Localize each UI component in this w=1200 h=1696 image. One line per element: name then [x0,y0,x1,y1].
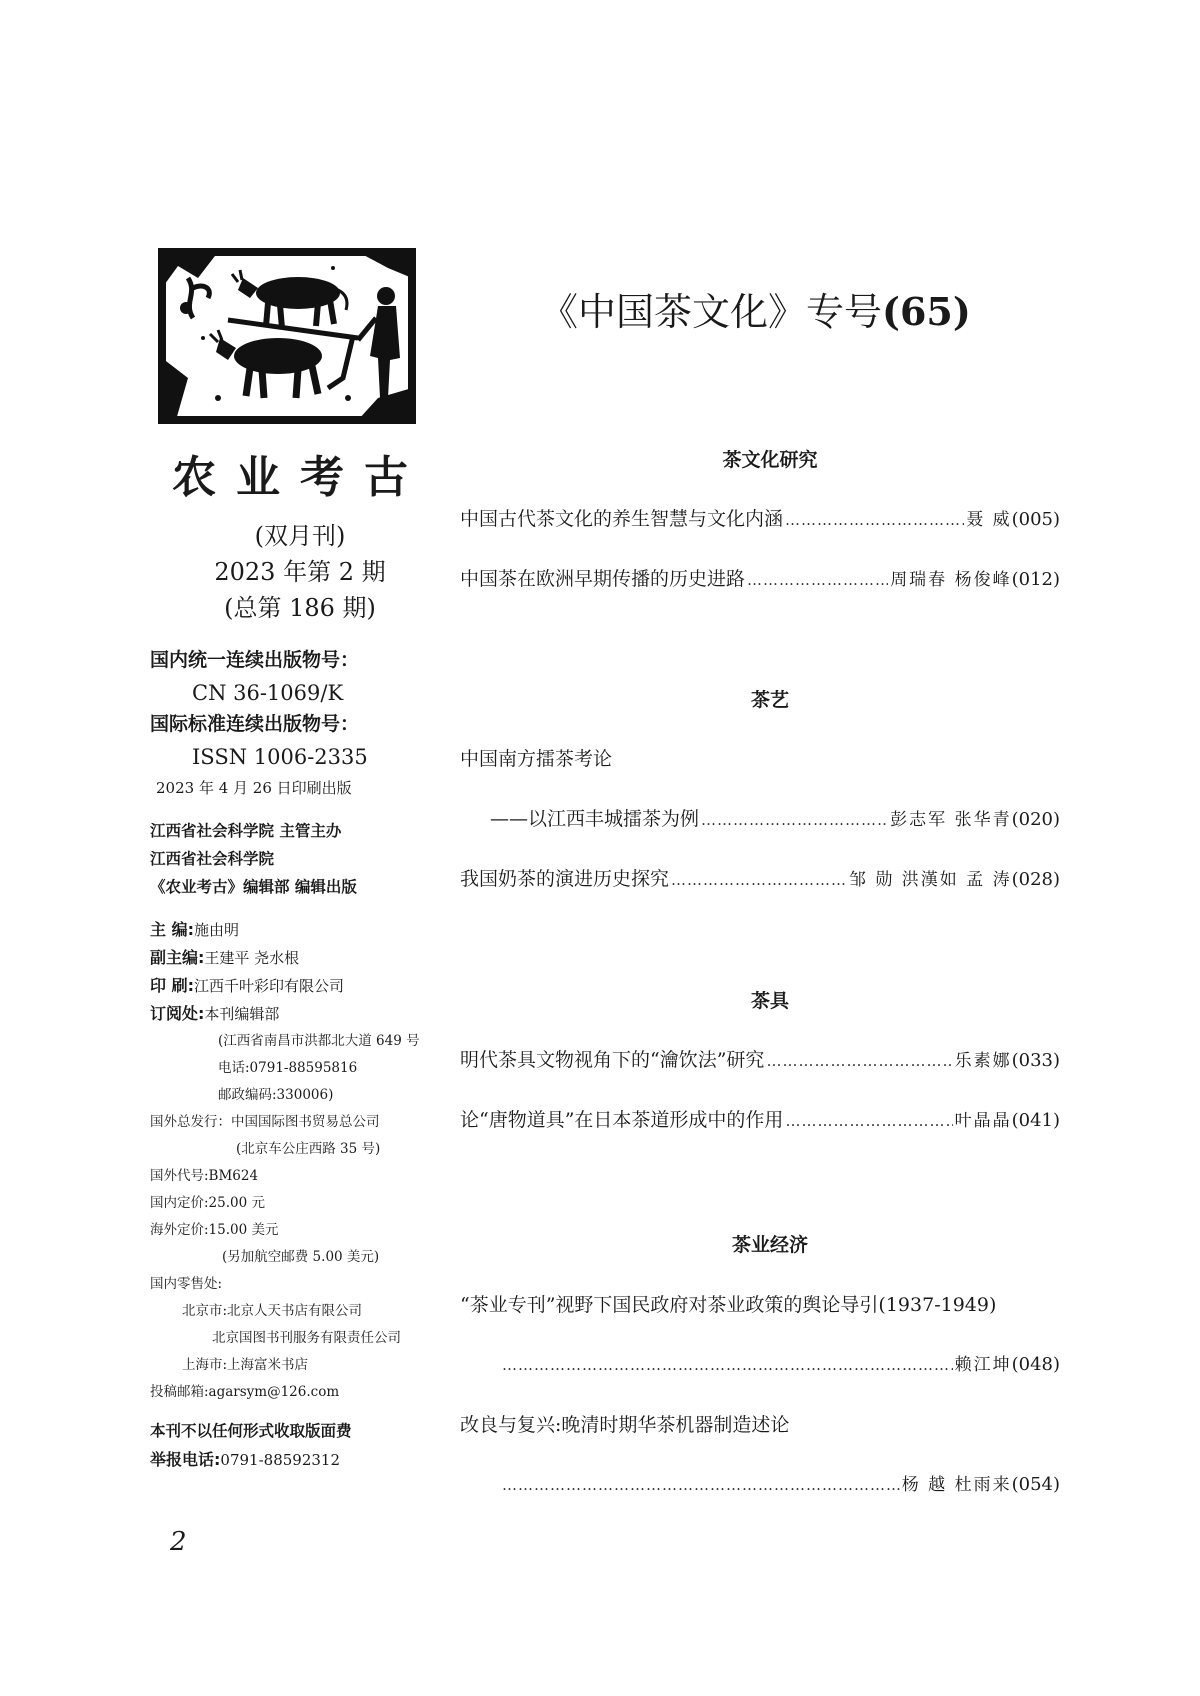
article-title[interactable]: 明代茶具文物视角下的“瀹饮法”研究 [460,1049,765,1071]
article-page: (020) [1011,809,1060,830]
special-issue-title [540,288,971,336]
overseas-distributor-address: (北京车公庄西路 35 号) [236,1141,381,1157]
section-heading: 茶业经济 [731,1234,808,1256]
toc-entry[interactable] [460,866,1060,893]
leader-dots [502,1472,900,1498]
article-title[interactable]: 论“唐物道具”在日本茶道形成中的作用 [460,1109,784,1131]
article-page: (012) [1011,569,1060,590]
article-page: (048) [1011,1354,1060,1375]
toc-entry[interactable] [460,1047,1060,1074]
article-authors: 聂 威 [966,510,1012,530]
issn-label: 国际标准连续出版物号： [150,713,360,735]
cn-number: CN 36-1069/K [192,681,344,705]
toc-entry[interactable] [500,1352,1060,1378]
chief-editor-name: 施由明 [193,921,239,939]
article-page: (041) [1011,1110,1060,1131]
article-authors: 叶晶晶 [954,1111,1012,1131]
printer-row [150,975,344,997]
total-issue-number: (总第 186 期) [224,594,376,622]
article-subtitle[interactable]: ——以江西丰城擂茶为例 [490,808,700,830]
leader-dots [671,867,847,893]
leader-dots [766,1048,952,1074]
retail-shanghai: 上海市:上海富米书店 [182,1357,309,1373]
section-heading: 茶文化研究 [722,449,818,471]
article-authors: 乐素娜 [954,1051,1012,1071]
article-title[interactable]: 中国茶在欧洲早期传播的历史进路 [460,568,746,590]
deputy-editor-label: 副主编: [150,948,205,967]
article-title[interactable]: 中国古代茶文化的养生智慧与文化内涵 [460,508,784,530]
article-authors: 杨 越 杜雨来 [901,1475,1012,1495]
deputy-editor-names: 王建平 尧水根 [204,949,300,967]
publisher-line-3: 《农业考古》编辑部 编辑出版 [150,878,357,896]
leader-dots [701,807,888,833]
overseas-price: 海外定价:15.00 美元 [150,1222,279,1238]
leader-dots [785,1108,952,1134]
toc-entry[interactable] [490,806,1060,833]
report-phone-label: 举报电话: [150,1450,221,1469]
overseas-distributor: 国外总发行：中国国际图书贸易总公司 [150,1114,380,1130]
retail-beijing-1: 北京市:北京人天书店有限公司 [182,1303,363,1319]
article-page: (028) [1011,869,1060,890]
domestic-price: 国内定价:25.00 元 [150,1195,265,1211]
toc-entry[interactable] [500,1472,1060,1498]
chief-editor-row [150,919,239,941]
article-authors: 赖江坤 [954,1355,1012,1375]
article-title[interactable]: “茶业专刊”视野下国民政府对茶业政策的舆论导引(1937-1949) [460,1294,997,1316]
report-phone-row [150,1449,340,1471]
office-phone: 电话:0791-88595816 [218,1060,358,1076]
retail-beijing-2: 北京国图书刊服务有限责任公司 [212,1330,401,1346]
article-page: (005) [1011,509,1060,530]
chief-editor-label: 主 编: [150,920,194,939]
article-authors: 邹 勋 洪漢如 孟 涛 [848,870,1012,890]
printer-label: 印 刷: [150,976,194,995]
special-issue-name: 《中国茶文化》专号 [540,290,883,334]
toc-entry[interactable] [460,506,1060,533]
article-title[interactable]: 改良与复兴:晚清时期华茶机器制造述论 [460,1414,790,1436]
section-heading: 茶艺 [750,689,789,711]
no-fee-notice: 本刊不以任何形式收取版面费 [150,1422,352,1440]
toc-entry[interactable] [460,1107,1060,1134]
article-authors: 彭志军 张华青 [890,810,1012,830]
subscription-label: 订阅处: [150,1004,205,1023]
overseas-code: 国外代号:BM624 [150,1168,259,1184]
cn-label: 国内统一连续出版物号： [150,649,360,671]
office-postcode: 邮政编码:330006) [218,1087,334,1103]
subscription-row [150,1003,279,1025]
leader-dots [785,507,964,533]
page-number: 2 [170,1527,187,1557]
deputy-editor-row [150,947,299,969]
section-heading: 茶具 [750,990,789,1012]
article-page: (054) [1011,1474,1060,1495]
issue-number: 2023 年第 2 期 [214,558,386,586]
toc-entry[interactable] [460,566,1060,593]
retail-label: 国内零售处: [150,1276,223,1292]
ox-plowing-woodcut-icon [158,248,416,424]
office-address: (江西省南昌市洪都北大道 649 号 [218,1033,420,1049]
report-phone-number: 0791-88592312 [220,1451,340,1469]
journal-frequency: (双月刊) [254,522,346,550]
publisher-line-2: 江西省社会科学院 [150,850,275,868]
subscription-office: 本刊编辑部 [204,1005,280,1023]
article-authors: 周瑞春 杨俊峰 [890,570,1012,590]
publisher-line-1: 江西省社会科学院 主管主办 [150,822,342,840]
article-title[interactable]: 中国南方擂茶考论 [460,748,613,770]
submission-email: 投稿邮箱:agarsym@126.com [150,1384,340,1400]
print-date: 2023 年 4 月 26 日印刷出版 [156,779,352,797]
article-title[interactable]: 我国奶茶的演进历史探究 [460,868,670,890]
issn-number: ISSN 1006-2335 [192,745,368,769]
article-page: (033) [1011,1050,1060,1071]
printer-name: 江西千叶彩印有限公司 [193,977,344,995]
leader-dots [502,1352,953,1378]
special-issue-number: (65) [882,289,971,334]
airmail-fee: (另加航空邮费 5.00 美元) [222,1249,380,1265]
journal-title: 农业考古 [172,452,428,503]
leader-dots [747,567,888,593]
